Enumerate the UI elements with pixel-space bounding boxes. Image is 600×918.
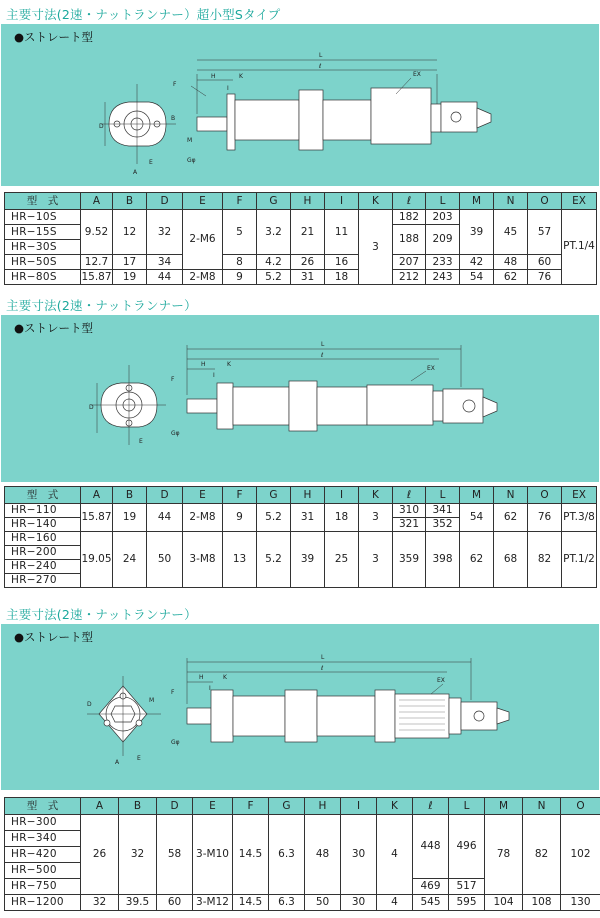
dim-D-label: D — [87, 701, 92, 708]
table-cell: 34 — [147, 255, 183, 270]
header-cell: H — [291, 487, 325, 504]
header-cell: A — [81, 487, 113, 504]
dim-M-label: M — [149, 697, 155, 704]
table-cell: 30 — [341, 895, 377, 911]
table-row — [5, 210, 597, 225]
dim-G-label: Gφ — [171, 739, 180, 746]
header-cell: K — [377, 798, 413, 815]
table-cell: 182 — [393, 210, 426, 225]
dim-H-label: H — [199, 674, 204, 681]
table-cell: 39 — [291, 532, 325, 588]
header-cell: 型 式 — [5, 798, 81, 815]
table-cell: 76 — [528, 504, 562, 532]
header-cell: F — [233, 798, 269, 815]
model-cell: HR−160 — [5, 532, 81, 546]
table-cell: 60 — [157, 895, 193, 911]
dim-F-label: F — [171, 689, 175, 696]
table-cell: 5.2 — [257, 270, 291, 285]
header-cell: B — [113, 487, 147, 504]
table-cell: 5 — [223, 210, 257, 255]
table-cell: 341 — [426, 504, 460, 518]
table-cell: 12.7 — [81, 255, 113, 270]
section-2-technical-drawing — [1, 315, 599, 482]
table-row — [5, 270, 597, 285]
header-cell: EX — [562, 193, 597, 210]
dim-EX-label: EX — [413, 71, 421, 78]
table-cell: 57 — [528, 210, 562, 255]
table-cell: 15.87 — [81, 504, 113, 532]
dim-EX-label: EX — [427, 365, 435, 372]
header-cell: N — [523, 798, 561, 815]
table-cell: 44 — [147, 270, 183, 285]
section-2-title: 主要寸法(2速・ナットランナー） — [6, 298, 197, 313]
header-cell: E — [183, 487, 223, 504]
table-cell: 54 — [460, 270, 494, 285]
table-cell: 45 — [494, 210, 528, 255]
model-cell: HR−10S — [5, 210, 81, 225]
table-cell: 9 — [223, 270, 257, 285]
table-cell: 352 — [426, 518, 460, 532]
header-cell: I — [325, 487, 359, 504]
model-cell: HR−1200 — [5, 895, 81, 911]
table-cell: 21 — [291, 210, 325, 255]
table-cell: 58 — [157, 815, 193, 895]
table-cell: 50 — [305, 895, 341, 911]
header-cell: O — [561, 798, 600, 815]
dim-L-label: L — [321, 654, 325, 661]
section-1-type-label: ●ストレート型 — [14, 30, 94, 44]
header-cell: B — [113, 193, 147, 210]
dim-I-label: I — [227, 85, 229, 92]
table-cell: 48 — [494, 255, 528, 270]
dim-D-label: D — [89, 404, 94, 411]
header-cell: K — [359, 487, 393, 504]
table-cell: 42 — [460, 255, 494, 270]
table-cell: 50 — [147, 532, 183, 588]
table-cell: 62 — [460, 532, 494, 588]
dim-A-label: A — [115, 759, 120, 766]
table-cell: 78 — [485, 815, 523, 895]
table-cell: 26 — [81, 815, 119, 895]
model-cell: HR−80S — [5, 270, 81, 285]
header-cell: ℓ — [393, 487, 426, 504]
table-cell: 2-M8 — [183, 270, 223, 285]
dim-G-label: Gφ — [171, 430, 180, 437]
header-cell: G — [257, 193, 291, 210]
header-cell: D — [147, 193, 183, 210]
table-cell: 25 — [325, 532, 359, 588]
section-2-drawing-panel — [1, 315, 599, 482]
model-cell: HR−750 — [5, 879, 81, 895]
table-cell: 32 — [147, 210, 183, 255]
header-cell: ℓ — [413, 798, 449, 815]
table-cell: PT.1/4 — [562, 210, 597, 285]
header-cell: M — [460, 487, 494, 504]
dim-H-label: H — [211, 73, 216, 80]
table-cell: 6.3 — [269, 895, 305, 911]
section-3-spec-table — [4, 797, 600, 911]
header-cell: L — [426, 487, 460, 504]
model-cell: HR−270 — [5, 574, 81, 588]
model-cell: HR−300 — [5, 815, 81, 831]
table-cell: 207 — [393, 255, 426, 270]
table-cell: 12 — [113, 210, 147, 255]
header-cell: L — [449, 798, 485, 815]
model-cell: HR−15S — [5, 225, 81, 240]
header-cell: N — [494, 487, 528, 504]
table-row — [5, 895, 600, 911]
header-cell: I — [341, 798, 377, 815]
table-cell: PT.3/8 — [562, 504, 597, 532]
table-cell: 233 — [426, 255, 460, 270]
section-1-drawing-panel — [1, 24, 599, 186]
header-cell: G — [269, 798, 305, 815]
header-cell: 型 式 — [5, 487, 81, 504]
table-cell: 54 — [460, 504, 494, 532]
model-cell: HR−500 — [5, 863, 81, 879]
table-cell: 39 — [460, 210, 494, 255]
table-cell: 243 — [426, 270, 460, 285]
table-cell: 398 — [426, 532, 460, 588]
header-cell: E — [193, 798, 233, 815]
table-cell: 3 — [359, 210, 393, 285]
table-cell: 8 — [223, 255, 257, 270]
table-cell: 595 — [449, 895, 485, 911]
table-cell: 19 — [113, 270, 147, 285]
table-cell: 17 — [113, 255, 147, 270]
table-header-row — [5, 798, 600, 815]
dim-K-label: K — [227, 361, 231, 368]
dim-I-label: I — [209, 685, 211, 692]
dim-L-label: L — [321, 341, 325, 348]
table-cell: 18 — [325, 504, 359, 532]
table-cell: 448 — [413, 815, 449, 879]
table-cell: 5.2 — [257, 532, 291, 588]
model-cell: HR−420 — [5, 847, 81, 863]
table-cell: 469 — [413, 879, 449, 895]
table-cell: 26 — [291, 255, 325, 270]
dim-E-label: E — [149, 159, 153, 166]
header-cell: EX — [562, 487, 597, 504]
model-cell: HR−110 — [5, 504, 81, 518]
table-cell: 4 — [377, 895, 413, 911]
header-cell: D — [147, 487, 183, 504]
section-2-type-label: ●ストレート型 — [14, 321, 94, 335]
table-cell: 5.2 — [257, 504, 291, 532]
header-cell: N — [494, 193, 528, 210]
table-cell: 203 — [426, 210, 460, 225]
header-cell: O — [528, 193, 562, 210]
header-cell: F — [223, 193, 257, 210]
dim-E-label: E — [139, 438, 143, 445]
header-cell: A — [81, 798, 119, 815]
header-cell: A — [81, 193, 113, 210]
model-cell: HR−140 — [5, 518, 81, 532]
header-cell: M — [460, 193, 494, 210]
table-cell: 102 — [561, 815, 600, 895]
table-cell: 3-M10 — [193, 815, 233, 895]
header-cell: E — [183, 193, 223, 210]
header-cell: G — [257, 487, 291, 504]
table-cell: 76 — [528, 270, 562, 285]
table-cell: 517 — [449, 879, 485, 895]
dim-L-label: L — [319, 52, 323, 59]
table-cell: 30 — [341, 815, 377, 895]
section-1-spec-table — [4, 192, 597, 285]
table-cell: 82 — [528, 532, 562, 588]
table-cell: 359 — [393, 532, 426, 588]
table-cell: 18 — [325, 270, 359, 285]
section-3-title: 主要寸法(2速・ナットランナー） — [6, 607, 197, 622]
table-cell: 32 — [119, 815, 157, 895]
table-cell: 15.87 — [81, 270, 112, 283]
table-cell: 2-M6 — [183, 210, 223, 270]
header-cell: K — [359, 193, 393, 210]
dim-F-label: F — [173, 81, 177, 88]
table-cell: 130 — [561, 895, 600, 911]
dim-l-label: ℓ — [321, 352, 324, 359]
model-cell: HR−200 — [5, 546, 81, 560]
table-cell: 31 — [291, 504, 325, 532]
header-cell: 型 式 — [5, 193, 81, 210]
table-cell: 321 — [393, 518, 426, 532]
table-cell: 6.3 — [269, 815, 305, 895]
table-cell: 3.2 — [257, 210, 291, 255]
header-cell: F — [223, 487, 257, 504]
table-cell: 14.5 — [233, 895, 269, 911]
table-header-row — [5, 487, 597, 504]
model-cell: HR−340 — [5, 831, 81, 847]
dim-D-label: D — [99, 123, 104, 130]
table-cell: 11 — [325, 210, 359, 255]
table-cell: 496 — [449, 815, 485, 879]
table-cell: 108 — [523, 895, 561, 911]
dim-EX-label: EX — [437, 677, 445, 684]
section-3-drawing-panel — [1, 624, 599, 790]
dim-G-label: Gφ — [187, 157, 196, 164]
header-cell: ℓ — [393, 193, 426, 210]
table-cell: 188 — [393, 225, 426, 255]
dim-K-label: K — [239, 73, 243, 80]
model-cell: HR−50S — [5, 255, 81, 270]
table-row — [5, 532, 597, 546]
model-cell: HR−240 — [5, 560, 81, 574]
table-cell: 3-M8 — [183, 532, 223, 588]
table-cell: 3-M12 — [193, 895, 233, 911]
section-2-spec-table — [4, 486, 597, 588]
table-row — [5, 255, 597, 270]
header-cell: H — [305, 798, 341, 815]
dim-A-label: A — [133, 169, 138, 176]
table-cell: 24 — [113, 532, 147, 588]
header-cell: B — [119, 798, 157, 815]
table-cell: 82 — [523, 815, 561, 895]
table-cell: 104 — [485, 895, 523, 911]
table-cell: 62 — [494, 504, 528, 532]
header-cell: I — [325, 193, 359, 210]
table-cell: 4 — [377, 815, 413, 895]
table-cell: 212 — [393, 270, 426, 285]
table-cell: 14.5 — [233, 815, 269, 895]
table-cell: 16 — [325, 255, 359, 270]
dim-H-label: H — [201, 361, 206, 368]
table-cell: 19.05 — [81, 532, 113, 588]
table-cell: 62 — [494, 270, 528, 285]
section-3-type-label: ●ストレート型 — [14, 630, 94, 644]
table-cell: 32 — [81, 895, 119, 911]
table-cell: 9 — [223, 504, 257, 532]
section-3-technical-drawing — [1, 624, 599, 790]
header-cell: O — [528, 487, 562, 504]
table-cell: 19 — [113, 504, 147, 532]
table-cell: 2-M8 — [183, 504, 223, 532]
table-cell: 39.5 — [119, 895, 157, 911]
table-cell: 31 — [291, 270, 325, 285]
table-cell: 60 — [528, 255, 562, 270]
model-cell: HR−30S — [5, 240, 81, 255]
table-cell: 9.52 — [81, 210, 113, 255]
table-cell: 68 — [494, 532, 528, 588]
table-cell: 13 — [223, 532, 257, 588]
table-cell: 310 — [393, 504, 426, 518]
dim-l-label: ℓ — [319, 63, 322, 70]
dim-F-label: F — [171, 376, 175, 383]
section-1-title: 主要寸法(2速・ナットランナー）超小型Sタイプ — [6, 7, 281, 22]
dim-K-label: K — [223, 674, 227, 681]
table-cell: PT.1/2 — [562, 532, 597, 588]
table-cell: 48 — [305, 815, 341, 895]
dim-M-label: M — [187, 137, 193, 144]
table-cell: 3 — [359, 504, 393, 532]
header-cell: D — [157, 798, 193, 815]
table-cell: 209 — [426, 225, 460, 255]
table-cell: 3 — [359, 532, 393, 588]
header-cell: L — [426, 193, 460, 210]
table-row — [5, 504, 597, 518]
table-cell: 4.2 — [257, 255, 291, 270]
dim-E-label: E — [137, 755, 141, 762]
table-cell: 545 — [413, 895, 449, 911]
table-header-row — [5, 193, 597, 210]
dim-B-label: B — [171, 115, 176, 122]
table-row — [5, 815, 600, 831]
table-cell: 44 — [147, 504, 183, 532]
dim-l-label: ℓ — [321, 665, 324, 672]
dim-I-label: I — [213, 372, 215, 379]
header-cell: M — [485, 798, 523, 815]
header-cell: H — [291, 193, 325, 210]
section-1-technical-drawing — [1, 24, 599, 186]
